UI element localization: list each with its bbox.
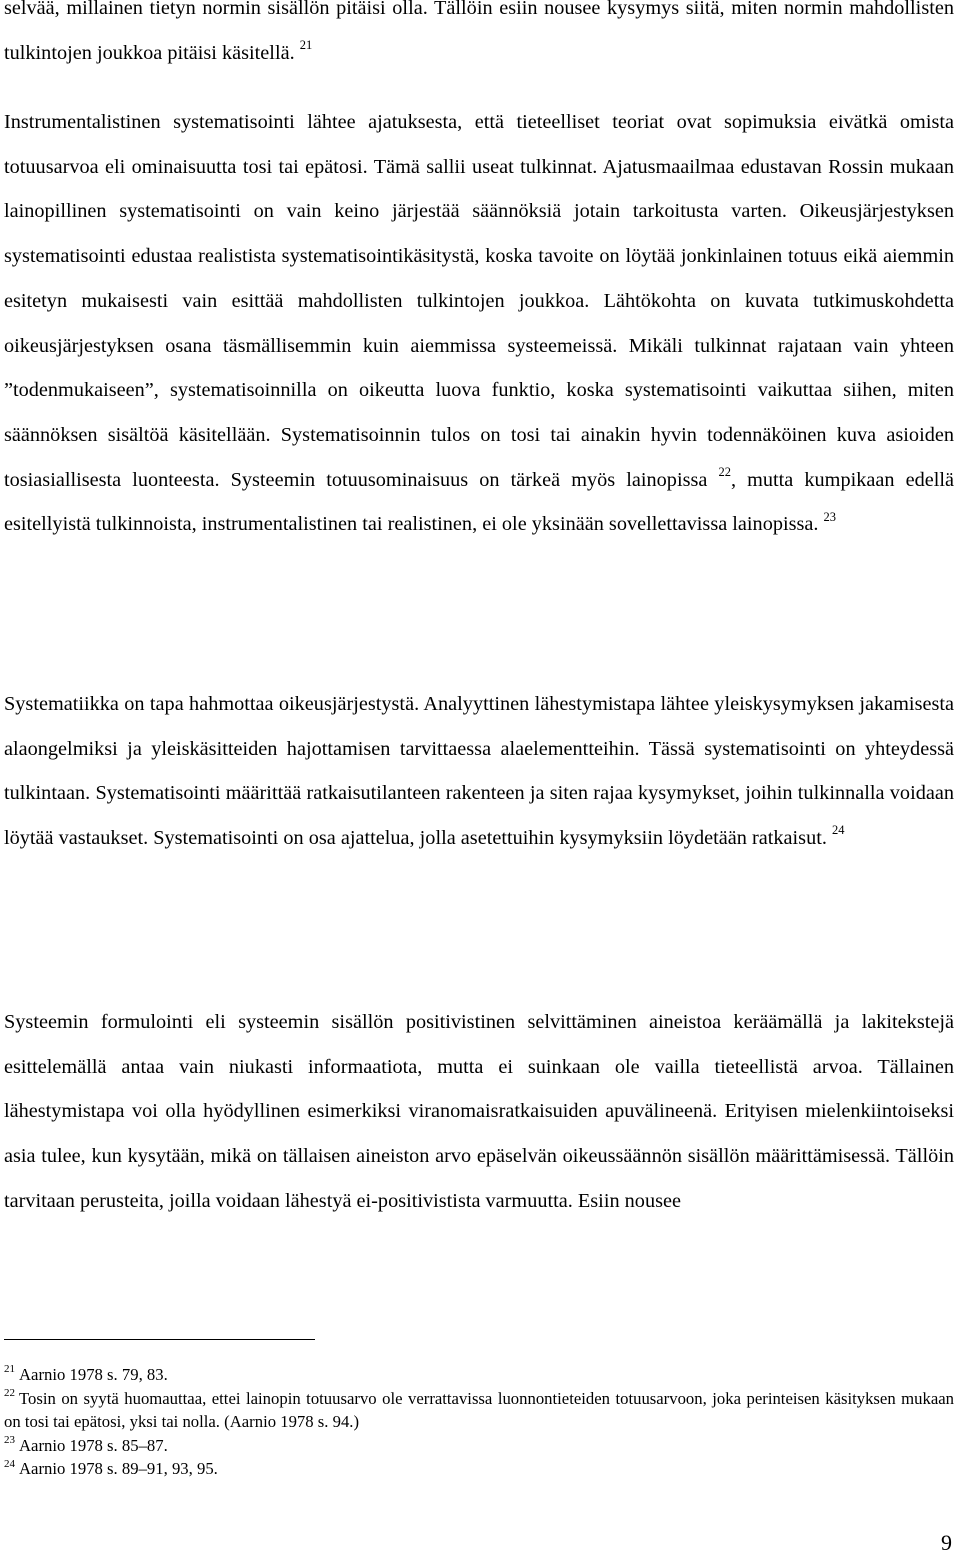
footnotes <box>4 1363 954 1481</box>
paragraph-1-text: selvää, millainen tietyn normin sisällön pitäisi olla. Tällöin esiin nousee kysymys siitä, miten normin mahdollisten tulkintojen joukkoa pitäisi käsitellä. <box>4 0 954 64</box>
footnote-separator <box>4 1339 315 1340</box>
footnote-text: Aarnio 1978 s. 85–87. <box>19 1435 168 1455</box>
paragraph-3-text: Systematiikka on tapa hahmottaa oikeusjärjestystä. Analyyttinen lähestymistapa lähtee yleiskysymyksen jakamisesta alaongelmiksi ja yleiskäsitteiden hajottamisen tarvittaessa alaelementteihin. Tässä systematisointi on yhteydessä tulkintaan. Systematisointi määrittää ratkaisutilanteen rakenteen ja siten rajaa kysymykset, joihin tulkinnalla voidaan löytää vastaukset. Systematisointi on osa ajattelua, jolla asetettuihin kysymyksiin löydetään ratkaisut. <box>4 693 954 850</box>
paragraph-1 <box>4 0 954 75</box>
footnote-ref-21[interactable]: 21 <box>299 37 313 52</box>
footnote-number: 22 <box>4 1387 15 1400</box>
paragraph-2-text-a: Instrumentalistinen systematisointi lähtee ajatuksesta, että tieteelliset teoriat ovat sopimuksia eivätkä omista totuusarvoa eli ominaisuutta tosi tai epätosi. Tämä sallii useat tulkinnat. Ajatusmaailmaa edustavan Rossin mukaan lainopillinen systematisointi on vain keino järjestää säännöksiä jotain tarkoitusta varten. Oikeusjärjestyksen systematisointi edustaa realistista systematisointikäsitystä, koska tavoite on löytää jonkinlainen totuus eikä aiemmin esitetyn mukaisesti vain esittää mahdollisten tulkintojen joukkoa. Lähtökohta on kuvata tutkimuskohdetta oikeusjärjestyksen osana täsmällisemmin kuin aiemmissa systeemeissä. Mikäli tulkinnat rajataan vain yhteen ”todenmukaiseen”, systematisoinnilla on oikeutta luova funktio, koska systematisointi vaikuttaa siihen, miten säännöksen sisältöä käsitellään. Systematisoinnin tulos on tosi tai ainakin hyvin todennäköinen kuva asioiden tosiasiallisesta luonteesta. Systeemin totuusominaisuus on tärkeä myös lainopissa <box>4 111 954 491</box>
footnote-23 <box>4 1434 954 1458</box>
paragraph-4-text: Systeemin formulointi eli systeemin sisällön positivistinen selvittäminen aineistoa keräämällä ja lakitekstejä esittelemällä antaa vain niukasti informaatiota, mutta ei suinkaan ole vailla tieteellistä arvoa. Tällainen lähestymistapa voi olla hyödyllinen esimerkiksi viranomaisratkaisuiden apuvälineenä. Erityisen mielenkiintoiseksi asia tulee, kun kysytään, mikä on tällaisen aineiston arvo epäselvän oikeussäännön sisällön määrittämisessä. Tällöin tarvitaan perusteita, joilla voidaan lähestyä ei-positivistista varmuutta. Esiin nousee <box>4 1011 954 1212</box>
footnote-text: Aarnio 1978 s. 79, 83. <box>19 1365 168 1384</box>
footnote-text: Aarnio 1978 s. 89–91, 93, 95. <box>19 1459 218 1479</box>
paragraph-3 <box>4 682 954 861</box>
page-number: 9 <box>941 1530 952 1555</box>
paragraph-2 <box>4 100 954 547</box>
footnote-ref-23[interactable]: 23 <box>823 509 837 524</box>
footnote-number: 21 <box>4 1363 15 1376</box>
footnote-22 <box>4 1387 954 1434</box>
footnote-ref-24[interactable]: 24 <box>832 823 845 838</box>
footnote-number: 24 <box>4 1457 15 1470</box>
footnote-21 <box>4 1363 954 1387</box>
footnote-ref-22[interactable]: 22 <box>718 464 731 479</box>
footnote-24 <box>4 1457 954 1481</box>
paragraph-2-text-b: , mutta kumpikaan edellä esitellyistä tulkinnoista, instrumentalistinen tai realistinen, ei ole yksinään sovellettavissa lainopissa. <box>4 468 954 536</box>
paragraph-4 <box>4 1000 954 1224</box>
footnote-text: Tosin on syytä huomauttaa, ettei lainopin totuusarvo ole verrattavissa luonnontieteiden totuusarvoon, joka perinteisen käsityksen mukaan on tosi tai epätosi, yksi tai nolla. (Aarnio 1978 s. 94.) <box>4 1388 954 1432</box>
footnote-number: 23 <box>4 1434 15 1447</box>
